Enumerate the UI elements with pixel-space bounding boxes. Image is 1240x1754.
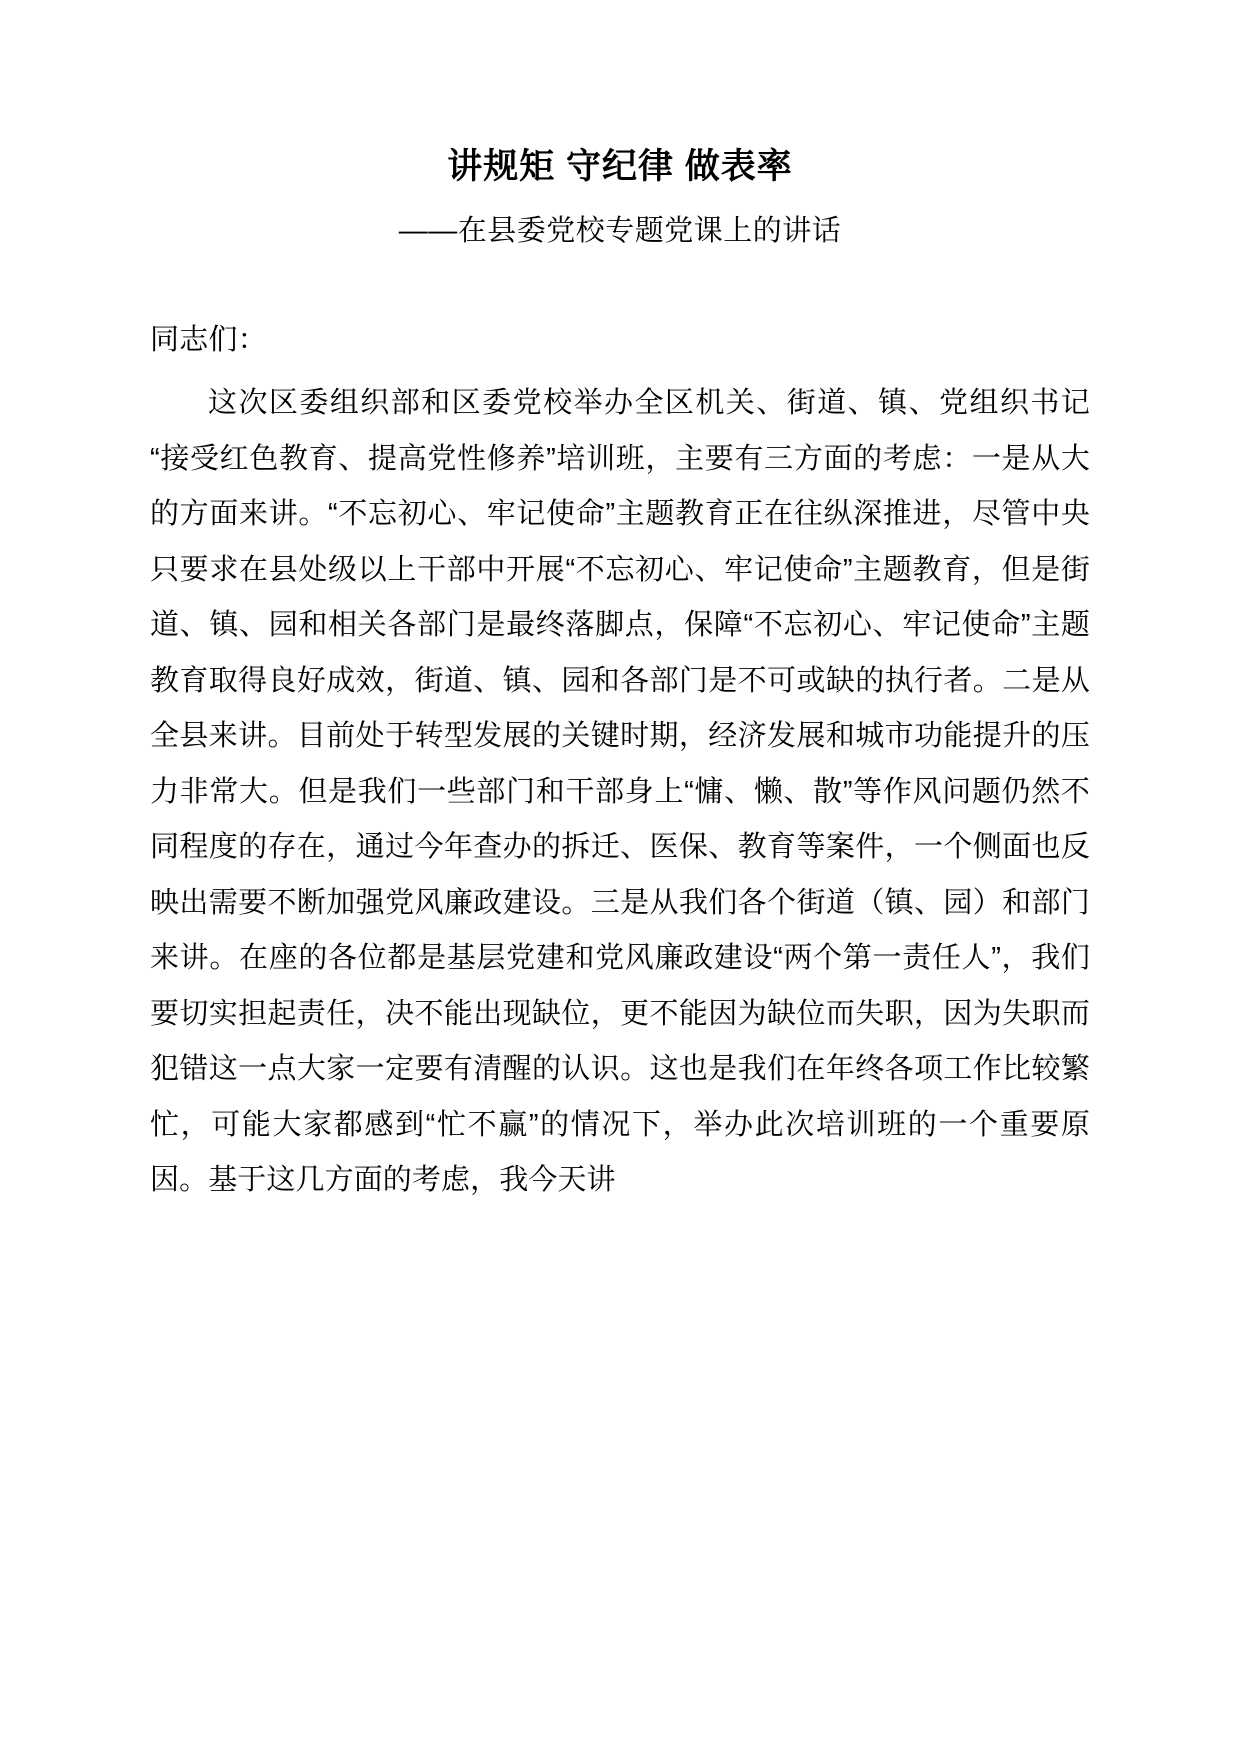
document-subtitle: ——在县委党校专题党课上的讲话 bbox=[398, 215, 842, 248]
salutation: 同志们： bbox=[150, 324, 267, 357]
body-paragraph: 这次区委组织部和区委党校举办全区机关、街道、镇、党组织书记“接受红色教育、提高党性修养”培训班，主要有三方面的考虑：一是从大的方面来讲。“不忘初心、牢记使命”主题教育正在往纵深推进，尽管中央只要求在县处级以上干部中开展“不忘初心、牢记使命”主题教育，但是街道、镇、园和相关各部门是最终落脚点，保障“不忘初心、牢记使命”主题教育取得良好成效，街道、镇、园和各部门是不可或缺的执行者。二是从全县来讲。目前处于转型发展的关键时期，经济发展和城市功能提升的压力非常大。但是我们一些部门和干部身上“慵、懒、散”等作风问题仍然不同程度的存在，通过今年查办的拆迁、医保、教育等案件，一个侧面也反映出需要不断加强党风廉政建设。三是从我们各个街道（镇、园）和部门来讲。在座的各位都是基层党建和党风廉政建设“两个第一责任人”，我们要切实担起责任，决不能出现缺位，更不能因为缺位而失职，因为失职而犯错这一点大家一定要有清醒的认识。这也是我们在年终各项工作比较繁忙，可能大家都感到“忙不赢”的情况下，举办此次培训班的一个重要原因。基于这几方面的考虑，我今天讲 bbox=[150, 387, 1090, 1197]
document-body bbox=[150, 368, 1090, 1209]
document-title: 讲规矩 守纪律 做表率 bbox=[447, 147, 793, 186]
